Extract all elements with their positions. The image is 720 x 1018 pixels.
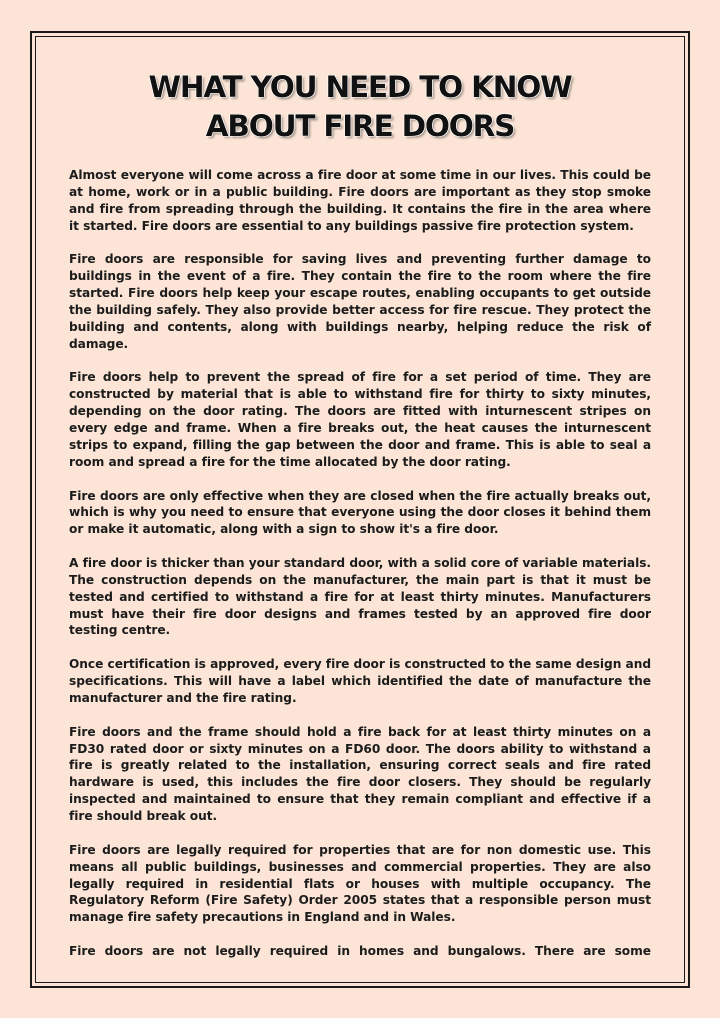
paragraph-8: Fire doors are legally required for properties that are for non domestic use. This means all public buildings, businesses and commercial properties. They are also legally required in residential flats or houses with multiple occupancy. The Regulatory Reform (Fire Safety) Order 2005 states that a responsible person must manage fire safety precautions in England and in Wales.	[69, 842, 651, 925]
paragraph-7: Fire doors and the frame should hold a fire back for at least thirty minutes on a FD30 rated door or sixty minutes on a FD60 door. The doors ability to withstand a fire is greatly related to the installation, ensuring correct seals and fire rated hardware is used, this includes the fire door closers. They should be regularly inspected and maintained to ensure that they remain compliant and effective if a fire should break out.	[69, 724, 651, 823]
paragraph-6: Once certification is approved, every fire door is constructed to the same design and specifications. This will have a label which identified the date of manufacture the manufacturer and the fire rating.	[69, 657, 652, 705]
paragraph-3: Fire doors help to prevent the spread of fire for a set period of time. They are constructed by material that is able to withstand fire for thirty to sixty minutes, depending on the door rating. The doors are fitted with inturnescent stripes on every edge and frame. When a fire breaks out, the heat causes the inturnescent strips to expand, filling the gap between the door and frame. This is able to seal a room and spread a fire for the time allocated by the door rating.	[69, 370, 651, 469]
paragraph-1: Almost everyone will come across a fire door at some time in our lives. This could be at home, work or in a public building. Fire doors are important as they stop smoke and fire from spreading through the building. It contains the fire in the area where it started. Fire doors are essential to any buildings passive fire protection system.	[69, 168, 651, 233]
paragraph-4: Fire doors are only effective when they are closed when the fire actually breaks out, which is why you need to ensure that everyone using the door closes it behind them or make it automatic, along with a sign to show it's a fire door.	[69, 488, 651, 537]
document-content	[69, 68, 651, 977]
document-body	[69, 167, 651, 960]
paragraph-2: Fire doors are responsible for saving lives and preventing further damage to buildings in the event of a fire. They contain the fire to the room where the fire started. Fire doors help keep your escape routes, enabling occupants to get outside the building safely. They also provide better access for fire rescue. They protect the building and contents, along with buildings nearby, helping reduce the risk of damage.	[69, 252, 651, 351]
paragraph-5: A fire door is thicker than your standard door, with a solid core of variable materials. The construction depends on the manufacturer, the main part is that it must be tested and certified to withstand a fire for at least thirty minutes. Manufacturers must have their fire door designs and frames tested by an approved fire door testing centre.	[69, 556, 651, 638]
title-line-1: WHAT YOU NEED TO KNOW	[148, 70, 572, 104]
title-line-2: ABOUT FIRE DOORS	[205, 109, 515, 143]
paragraph-9: Fire doors are not legally required in homes and bungalows. There are some	[69, 944, 651, 959]
document-title	[69, 68, 651, 146]
